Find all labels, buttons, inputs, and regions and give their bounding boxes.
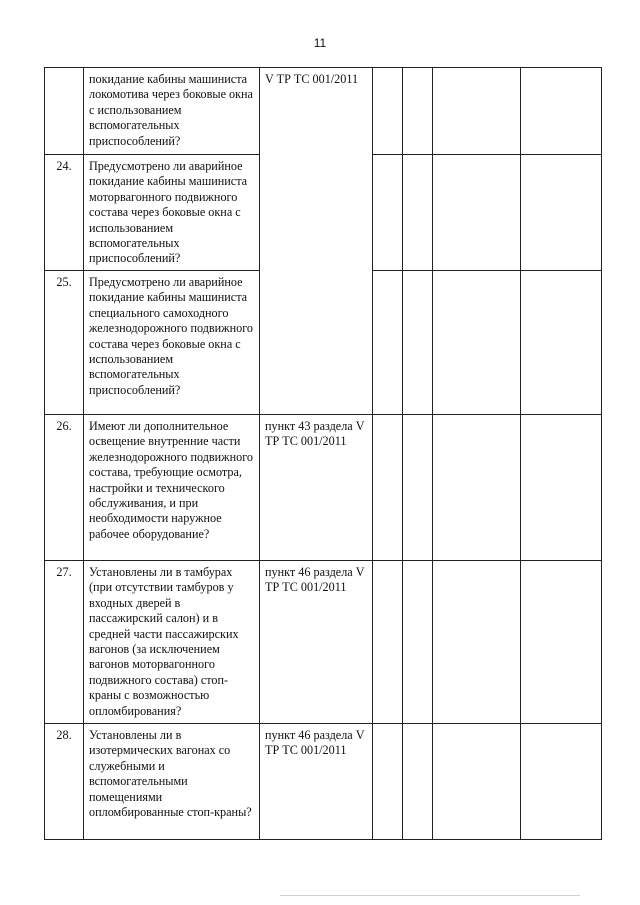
row-number: 27. (45, 561, 84, 724)
answer-yes-cell[interactable] (373, 68, 403, 155)
answer-yes-cell[interactable] (373, 155, 403, 271)
answer-yes-cell[interactable] (373, 271, 403, 415)
answer-no-cell[interactable] (403, 415, 433, 561)
row-number (45, 68, 84, 155)
reference-cell: пункт 46 раздела V ТР ТС 001/2011 (260, 724, 373, 840)
question-cell: Имеют ли дополнительное освещение внутренние части железнодорожного подвижного состава, требующие осмотра, настройки и технического обслуживания, и при необходимости наружное рабочее оборудование? (84, 415, 260, 561)
answer-yes-cell[interactable] (373, 561, 403, 724)
table-row (45, 724, 602, 840)
not-applicable-cell[interactable] (433, 415, 521, 561)
answer-yes-cell[interactable] (373, 415, 403, 561)
checklist-table (44, 67, 602, 840)
page-number: 11 (313, 36, 327, 50)
table-row (45, 561, 602, 724)
not-applicable-cell[interactable] (433, 271, 521, 415)
row-number: 26. (45, 415, 84, 561)
not-applicable-cell[interactable] (433, 724, 521, 840)
note-cell[interactable] (521, 724, 602, 840)
row-number: 24. (45, 155, 84, 271)
note-cell[interactable] (521, 271, 602, 415)
reference-cell: пункт 46 раздела V ТР ТС 001/2011 (260, 561, 373, 724)
checklist-sheet (44, 67, 601, 840)
row-number: 28. (45, 724, 84, 840)
bottom-divider (280, 895, 580, 896)
reference-cell: V ТР ТС 001/2011 (260, 68, 373, 415)
question-cell: покидание кабины машиниста локомотива через боковые окна с использованием вспомогательных приспособлений? (84, 68, 260, 155)
answer-no-cell[interactable] (403, 155, 433, 271)
table-row (45, 415, 602, 561)
answer-yes-cell[interactable] (373, 724, 403, 840)
reference-cell: пункт 43 раздела V ТР ТС 001/2011 (260, 415, 373, 561)
question-cell: Предусмотрено ли аварийное покидание кабины машиниста моторвагонного подвижного состава через боковые окна с использованием вспомогательных приспособлений? (84, 155, 260, 271)
table-row (45, 68, 602, 155)
answer-no-cell[interactable] (403, 724, 433, 840)
not-applicable-cell[interactable] (433, 68, 521, 155)
question-cell: Установлены ли в изотермических вагонах со служебными и вспомогательными помещениями опломбированные стоп-краны? (84, 724, 260, 840)
answer-no-cell[interactable] (403, 561, 433, 724)
answer-no-cell[interactable] (403, 68, 433, 155)
row-number: 25. (45, 271, 84, 415)
not-applicable-cell[interactable] (433, 155, 521, 271)
note-cell[interactable] (521, 68, 602, 155)
question-cell: Установлены ли в тамбурах (при отсутствии тамбуров у входных дверей в пассажирский салон) и в средней части пассажирских вагонов (за исключением вагонов моторвагонного подвижного состава) стоп-краны с возможностью опломбирования? (84, 561, 260, 724)
note-cell[interactable] (521, 415, 602, 561)
question-cell: Предусмотрено ли аварийное покидание кабины машиниста специального самоходного железнодорожного подвижного состава через боковые окна с использованием вспомогательных приспособлений? (84, 271, 260, 415)
note-cell[interactable] (521, 561, 602, 724)
answer-no-cell[interactable] (403, 271, 433, 415)
not-applicable-cell[interactable] (433, 561, 521, 724)
note-cell[interactable] (521, 155, 602, 271)
